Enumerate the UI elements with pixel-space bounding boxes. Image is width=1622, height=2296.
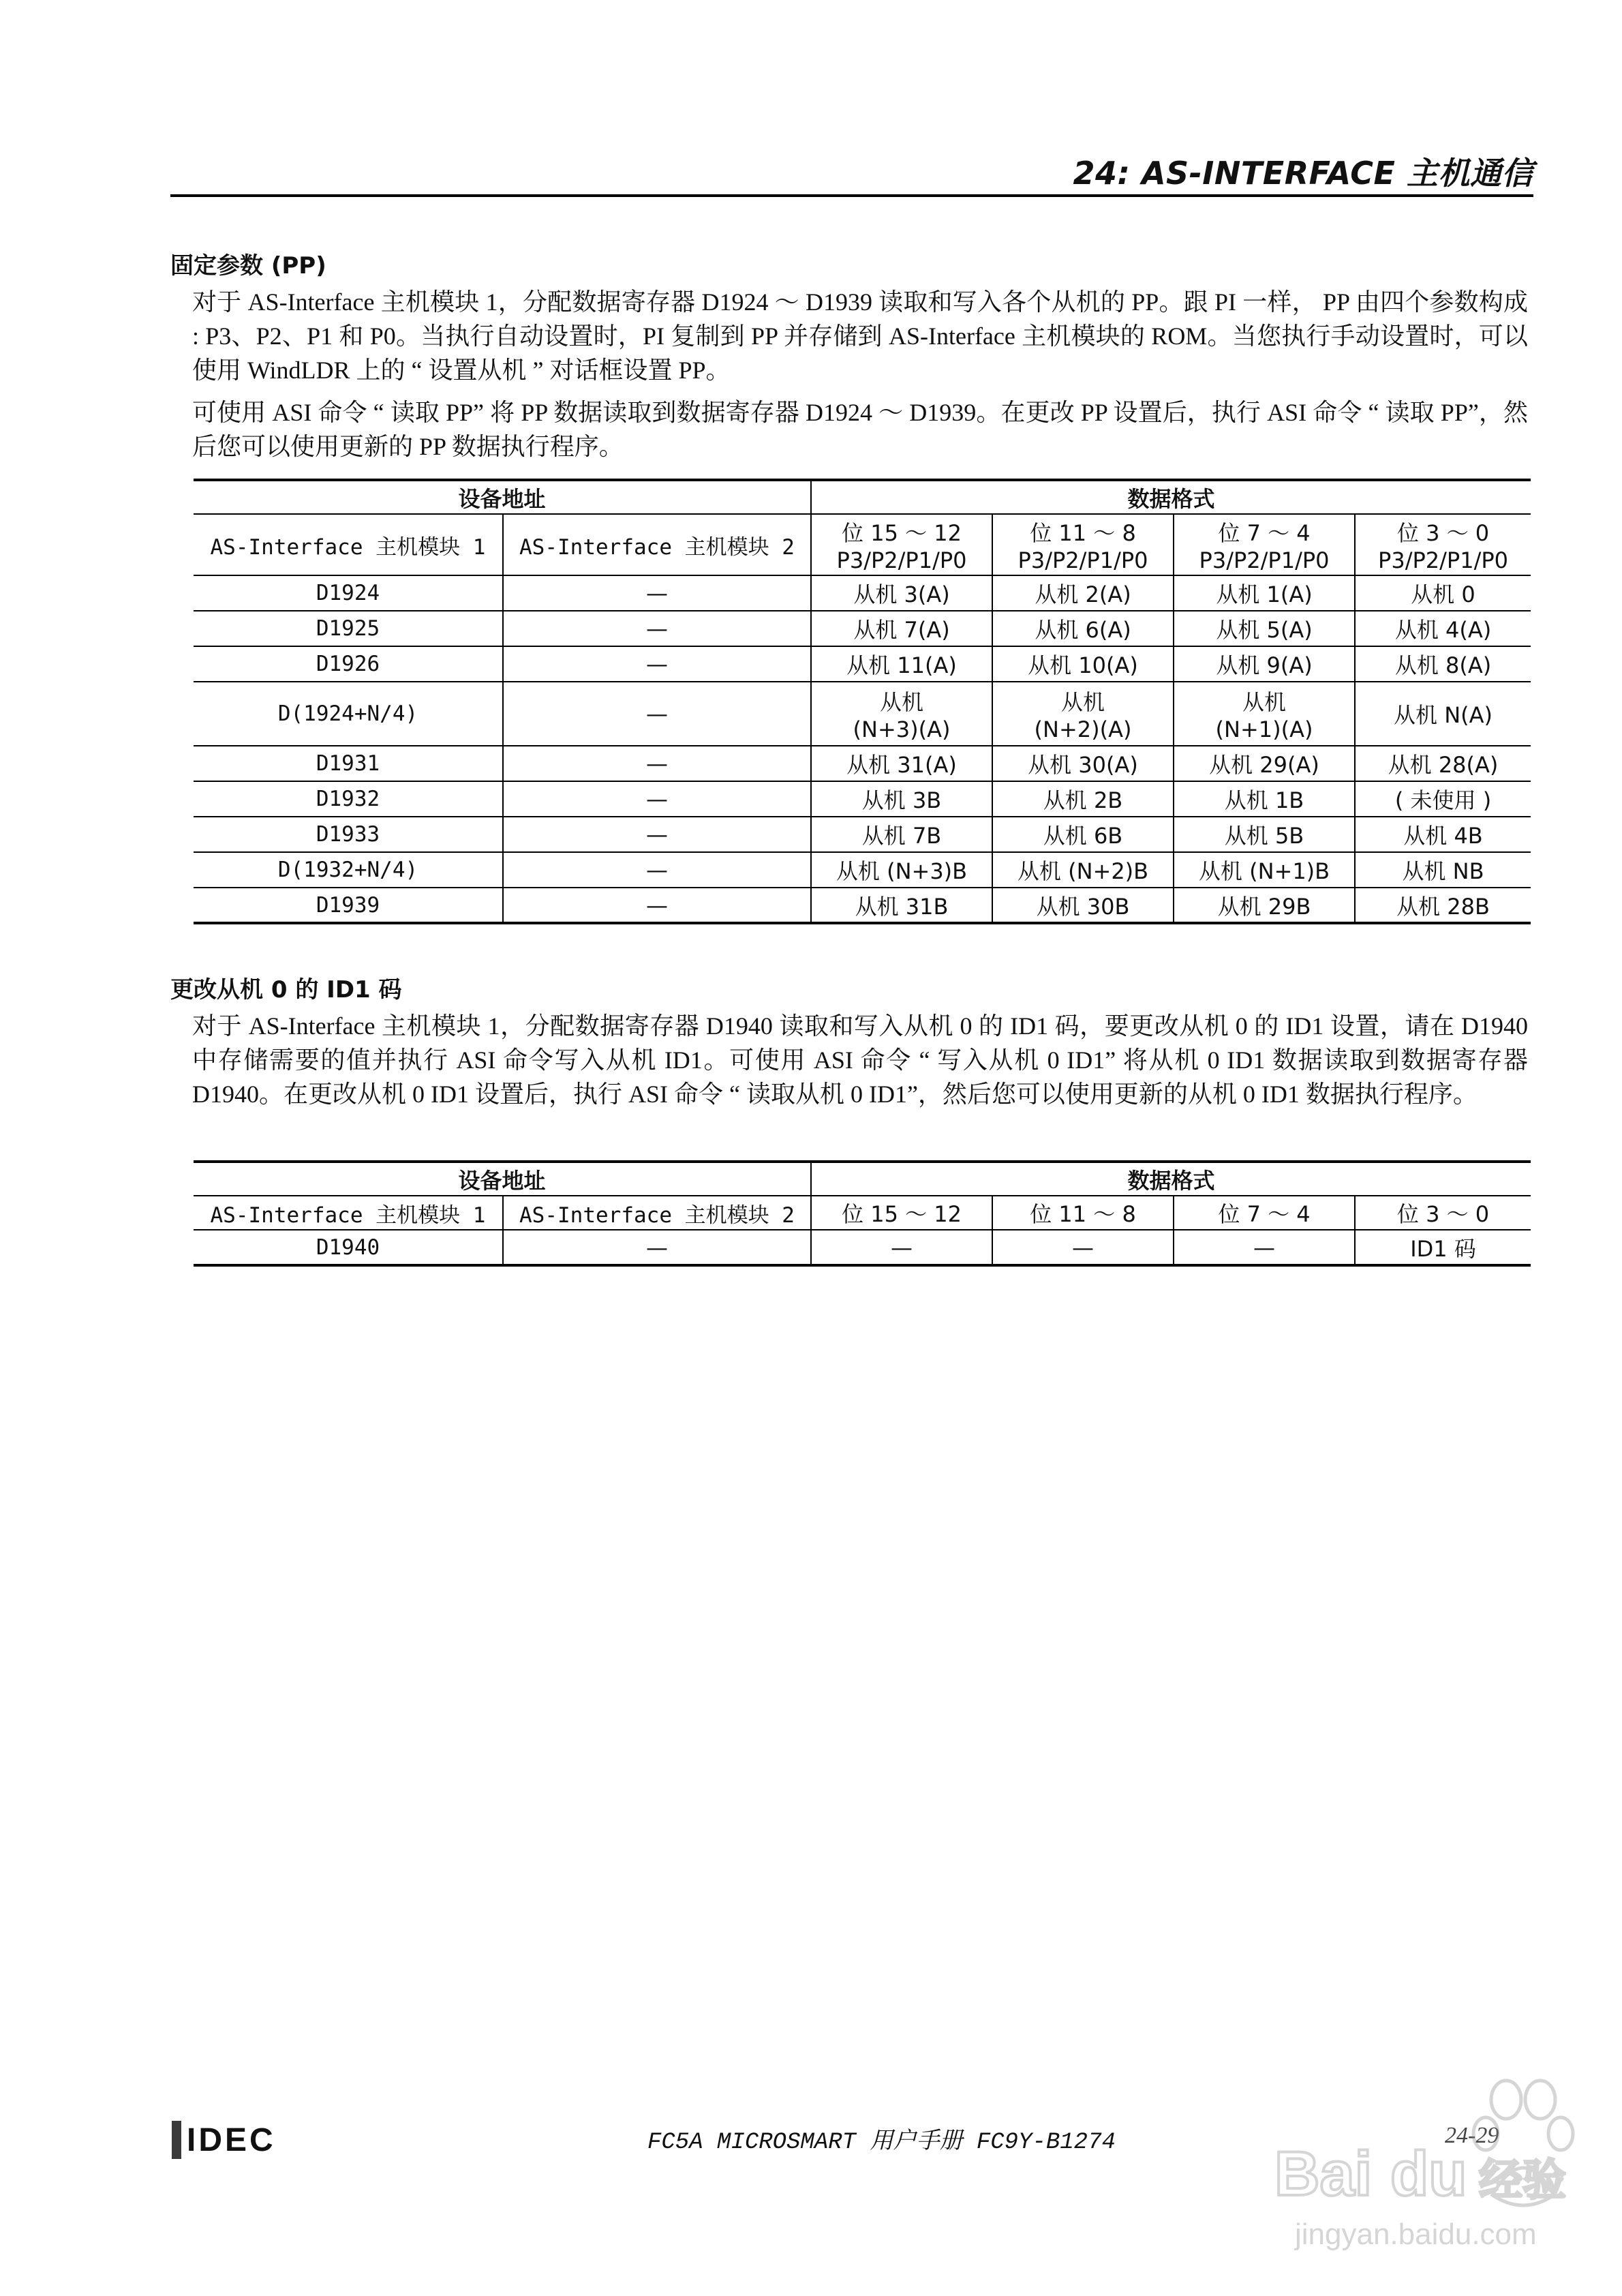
- section-title-pp: 固定参数 (PP): [170, 252, 326, 280]
- table-cell: D1933: [194, 817, 503, 852]
- table-cell: 从机 29(A): [1174, 746, 1355, 781]
- table-cell: —: [1174, 1230, 1355, 1265]
- group-header-device-address: 设备地址: [194, 480, 811, 514]
- table-cell: —: [503, 611, 811, 646]
- table-cell: 从机 6(A): [992, 611, 1174, 646]
- table-cell: 从机 (N+2)(A): [992, 682, 1174, 746]
- table-cell: —: [503, 682, 811, 746]
- table-row: [194, 646, 1531, 682]
- table-cell: D1924: [194, 575, 503, 611]
- table-cell: 从机 31(A): [811, 746, 992, 781]
- column-header: 位 7 ～ 4 P3/P2/P1/P0: [1174, 514, 1355, 575]
- column-header: AS-Interface 主机模块 1: [194, 514, 503, 575]
- table-row: [194, 611, 1531, 646]
- table-cell: 从机 5(A): [1174, 611, 1355, 646]
- paragraph-pp-1: 对于 AS-Interface 主机模块 1，分配数据寄存器 D1924 ～ D1939 读取和写入各个从机的 PP。跟 PI 一样， PP 由四个参数构成 : P3、P2、P1 和 P0。当执行自动设置时，PI 复制到 PP 并存储到 AS-Interface 主机模块的 ROM。当您执行手动设置时，可以使用 WindLDR 上的 “ 设置从机 ” 对话框设置 PP。: [192, 288, 1528, 384]
- table-cell: 从机 2B: [992, 781, 1174, 817]
- table-cell: —: [503, 1230, 811, 1265]
- table-cell: 从机 (N+3)B: [811, 852, 992, 888]
- table-row: [194, 1230, 1531, 1265]
- group-header-device-address: 设备地址: [194, 1162, 811, 1196]
- table-row: [194, 746, 1531, 781]
- page-number: 24-29: [1445, 2123, 1499, 2148]
- table-cell: 从机 30B: [992, 888, 1174, 923]
- idec-logo: [172, 2119, 276, 2161]
- watermark-brand2: du: [1390, 2139, 1467, 2209]
- column-header: 位 3 ～ 0: [1355, 1196, 1531, 1230]
- table-row: [194, 682, 1531, 746]
- column-header: 位 15 ～ 12: [811, 1196, 992, 1230]
- table-cell: —: [503, 817, 811, 852]
- section-title-id1: 更改从机 0 的 ID1 码: [170, 976, 402, 1003]
- watermark-url: jingyan.baidu.com: [1295, 2218, 1537, 2251]
- table-cell: 从机 8(A): [1355, 646, 1531, 682]
- table-row: [194, 852, 1531, 888]
- table-cell: 从机 10(A): [992, 646, 1174, 682]
- header-rule: [170, 194, 1533, 197]
- table-cell: 从机 11(A): [811, 646, 992, 682]
- table-row: [194, 817, 1531, 852]
- paragraph-id1: 对于 AS-Interface 主机模块 1，分配数据寄存器 D1940 读取和写入从机 0 的 ID1 码，要更改从机 0 的 ID1 设置，请在 D1940 中存储需要的值并执行 ASI 命令写入从机 ID1。可使用 ASI 命令 “ 写入从机 0 ID1” 将从机 0 ID1 数据读取到数据寄存器 D1940。在更改从机 0 ID1 设置后，执行 ASI 命令 “ 读取从机 0 ID1”，然后您可以使用更新的从机 0 ID1 数据执行程序。: [192, 1012, 1528, 1108]
- table-cell: —: [811, 1230, 992, 1265]
- table-cell: 从机 N(A): [1355, 682, 1531, 746]
- column-header: 位 3 ～ 0 P3/P2/P1/P0: [1355, 514, 1531, 575]
- table-cell: 从机 (N+1)(A): [1174, 682, 1355, 746]
- table-row: [194, 888, 1531, 923]
- table-cell: —: [503, 781, 811, 817]
- table-cell: —: [503, 888, 811, 923]
- table-cell: ID1 码: [1355, 1230, 1531, 1265]
- table-cell: D1932: [194, 781, 503, 817]
- column-header: 位 7 ～ 4: [1174, 1196, 1355, 1230]
- table-cell: 从机 NB: [1355, 852, 1531, 888]
- table-cell: 从机 28B: [1355, 888, 1531, 923]
- table-cell: 从机 29B: [1174, 888, 1355, 923]
- table-cell: 从机 2(A): [992, 575, 1174, 611]
- table-cell: —: [992, 1230, 1174, 1265]
- table-cell: 从机 3B: [811, 781, 992, 817]
- table-cell: —: [503, 646, 811, 682]
- table-cell: —: [503, 746, 811, 781]
- table-cell: 从机 3(A): [811, 575, 992, 611]
- table-cell: 从机 4B: [1355, 817, 1531, 852]
- table-cell: D1940: [194, 1230, 503, 1265]
- column-header: 位 15 ～ 12 P3/P2/P1/P0: [811, 514, 992, 575]
- table-cell: 从机 7(A): [811, 611, 992, 646]
- table-cell: 从机 4(A): [1355, 611, 1531, 646]
- pp-register-table: [194, 479, 1531, 924]
- table-cell: 从机 6B: [992, 817, 1174, 852]
- column-header: 位 11 ～ 8 P3/P2/P1/P0: [992, 514, 1174, 575]
- table-cell: 从机 1(A): [1174, 575, 1355, 611]
- group-header-data-format: 数据格式: [811, 480, 1531, 514]
- table-cell: 从机 1B: [1174, 781, 1355, 817]
- paragraph-pp-2: 可使用 ASI 命令 “ 读取 PP” 将 PP 数据读取到数据寄存器 D1924 ～ D1939。在更改 PP 设置后，执行 ASI 命令 “ 读取 PP”，然后您可以使用更新的 PP 数据执行程序。: [192, 399, 1528, 460]
- table-cell: 从机 9(A): [1174, 646, 1355, 682]
- id1-register-table: [194, 1160, 1531, 1267]
- table-row: [194, 575, 1531, 611]
- watermark-brand: Bai: [1274, 2139, 1373, 2209]
- column-header: AS-Interface 主机模块 2: [503, 1196, 811, 1230]
- column-header: AS-Interface 主机模块 2: [503, 514, 811, 575]
- group-header-data-format: 数据格式: [811, 1162, 1531, 1196]
- table-cell: D(1932+N/4): [194, 852, 503, 888]
- column-header: AS-Interface 主机模块 1: [194, 1196, 503, 1230]
- table-cell: 从机 0: [1355, 575, 1531, 611]
- table-cell: D(1924+N/4): [194, 682, 503, 746]
- column-header: 位 11 ～ 8: [992, 1196, 1174, 1230]
- table-cell: D1926: [194, 646, 503, 682]
- table-cell: 从机 5B: [1174, 817, 1355, 852]
- table-cell: 从机 31B: [811, 888, 992, 923]
- table-cell: 从机 (N+1)B: [1174, 852, 1355, 888]
- logo-bar-icon: [172, 2121, 181, 2159]
- table-cell: 从机 7B: [811, 817, 992, 852]
- table-cell: D1925: [194, 611, 503, 646]
- table-cell: D1931: [194, 746, 503, 781]
- table-cell: —: [503, 575, 811, 611]
- watermark-label: 经验: [1479, 2156, 1566, 2206]
- chapter-title: 24: AS-INTERFACE 主机通信: [1073, 155, 1533, 192]
- table-cell: 从机 30(A): [992, 746, 1174, 781]
- table-cell: —: [503, 852, 811, 888]
- table-cell: 从机 (N+3)(A): [811, 682, 992, 746]
- table-cell: ( 未使用 ): [1355, 781, 1531, 817]
- baidu-jingyan-watermark: [1254, 2059, 1581, 2263]
- table-cell: 从机 (N+2)B: [992, 852, 1174, 888]
- manual-title: FC5A MICROSMART 用户手册 FC9Y-B1274: [647, 2130, 1116, 2156]
- table-row: [194, 781, 1531, 817]
- table-cell: D1939: [194, 888, 503, 923]
- table-cell: 从机 28(A): [1355, 746, 1531, 781]
- logo-text: IDEC: [187, 2121, 276, 2158]
